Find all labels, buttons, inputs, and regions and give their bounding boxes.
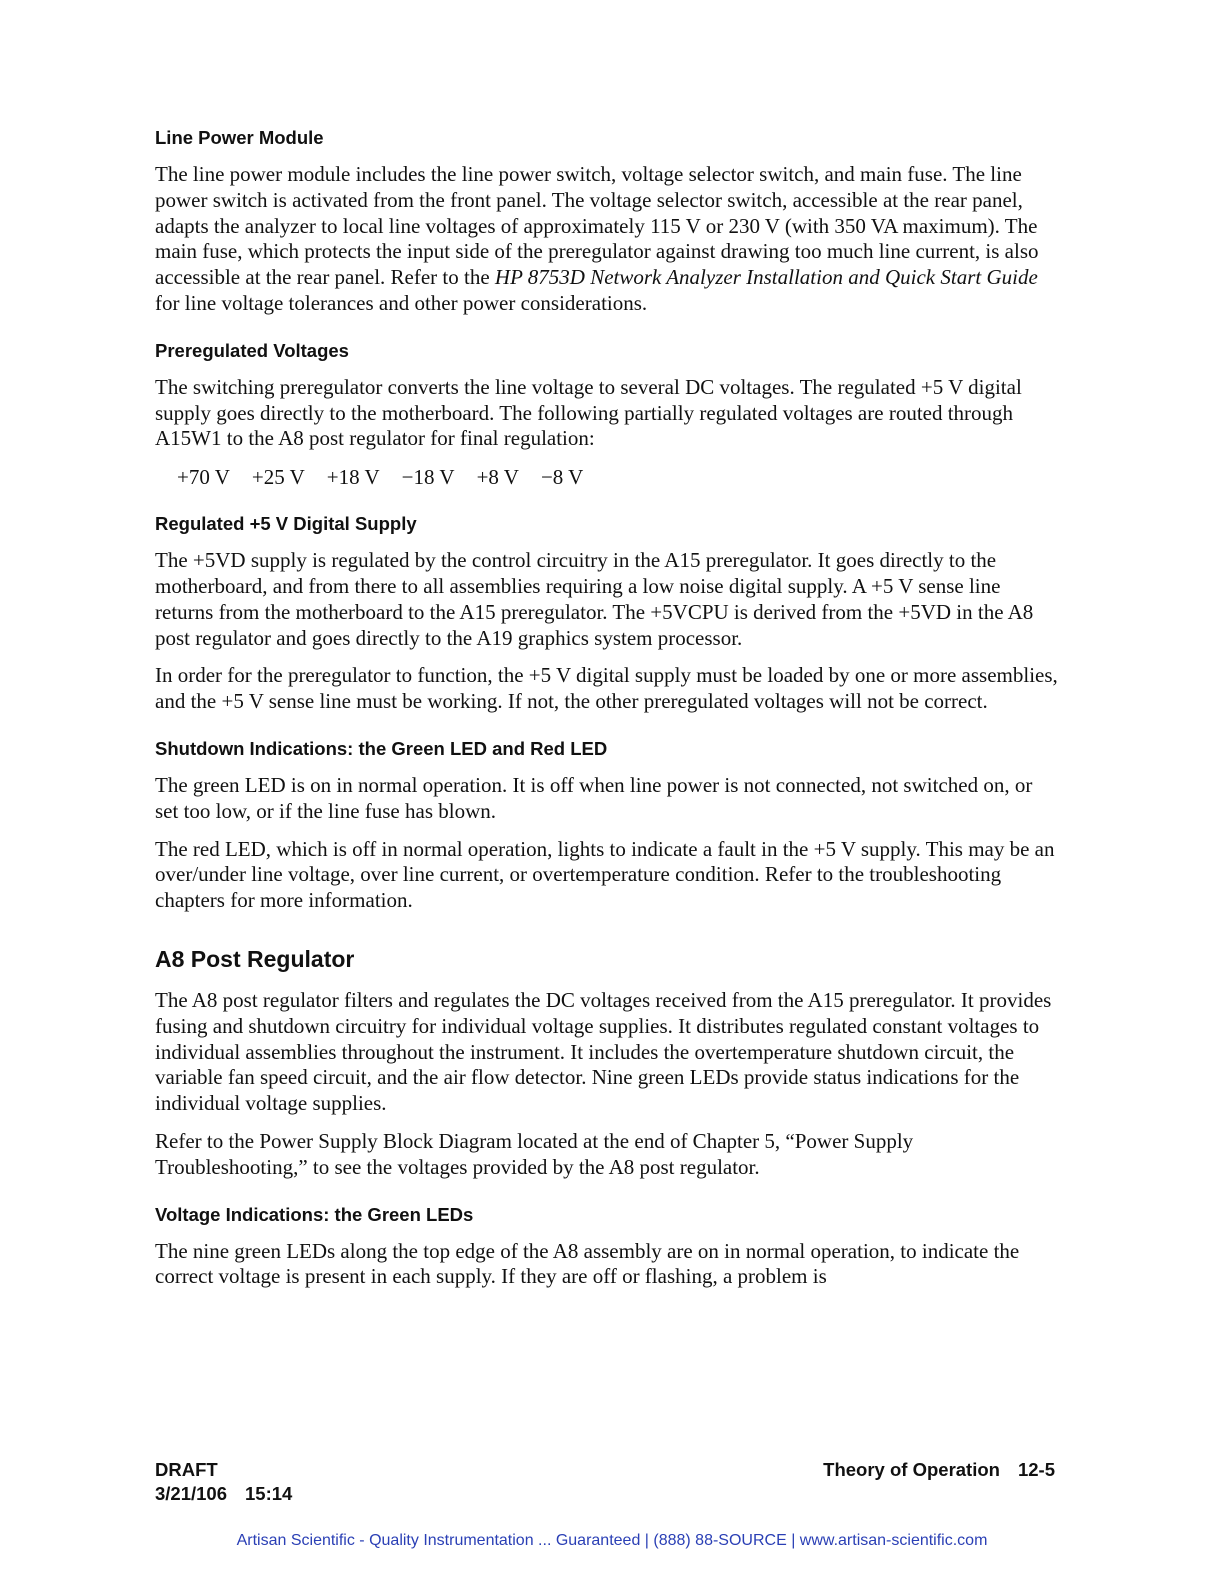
paragraph-line-power bbox=[155, 162, 1060, 317]
draft-timestamp bbox=[155, 1482, 292, 1506]
paragraph-a8-2: Refer to the Power Supply Block Diagram located at the end of Chapter 5, “Power Supply Troubleshooting,” to see the voltages provided by the A8 post regulator. bbox=[155, 1128, 914, 1179]
voltage-item: +18 V bbox=[326, 465, 380, 490]
heading-shutdown-indications: Shutdown Indications: the Green LED and Red LED bbox=[155, 737, 608, 759]
paragraph-green-led: The green LED is on in normal operation. It is off when line power is not connected, not switched on, or set too low, or if the line fuse has blown. bbox=[155, 772, 1033, 823]
draft-label: DRAFT bbox=[155, 1459, 218, 1480]
paragraph-preregulated: The switching preregulator converts the line voltage to several DC voltages. The regulated +5 V digital supply goes directly to the motherboard. The following partially regulated voltages are routed through A15W1 to the A8 post regulator for final regulation: bbox=[155, 374, 1022, 451]
document-body bbox=[155, 126, 1060, 1302]
line-power-text-b: for line voltage tolerances and other power considerations. bbox=[155, 290, 648, 315]
heading-preregulated-voltages: Preregulated Voltages bbox=[155, 339, 349, 361]
draft-date: 3/21/106 bbox=[155, 1483, 228, 1504]
paragraph-red-led: The red LED, which is off in normal operation, lights to indicate a fault in the +5 V supply. This may be an over/under line voltage, over line current, or overtemperature condition. Refer to the troubleshooting chapters for more information. bbox=[155, 836, 1055, 913]
voltage-item: +25 V bbox=[251, 465, 305, 490]
voltage-list bbox=[177, 464, 1060, 490]
paragraph-a8-1: The A8 post regulator filters and regulates the DC voltages received from the A15 preregulator. It provides fusing and shutdown circuitry for individual voltage supplies. It distributes regulated constant voltages to individual assemblies throughout the instrument. It includes the overtemperature shutdown circuit, the variable fan speed circuit, and the air flow detector. Nine green LEDs provide status indications for the individual voltage supplies. bbox=[155, 987, 1052, 1116]
voltage-item: +70 V bbox=[177, 465, 230, 490]
heading-digital-supply: Regulated +5 V Digital Supply bbox=[155, 513, 417, 535]
page-number: 12-5 bbox=[1017, 1459, 1055, 1480]
voltage-item: −18 V bbox=[401, 465, 455, 490]
paragraph-digital-supply-1: The +5VD supply is regulated by the control circuitry in the A15 preregulator. It goes directly to the motherboard, and from there to all assemblies requiring a low noise digital supply. A +5 V sense line returns from the motherboard to the A15 preregulator. The +5VCPU is derived from the +5VD in the A8 post regulator and goes directly to the A19 graphics system processor. bbox=[155, 548, 1034, 650]
paragraph-digital-supply-2: In order for the preregulator to function, the +5 V digital supply must be loaded by one or more assemblies, and the +5 V sense line must be working. If not, the other preregulated voltages will not be correct. bbox=[155, 663, 1058, 714]
guide-title: HP 8753D Network Analyzer Installation and Quick Start Guide bbox=[494, 265, 1038, 290]
chapter-title: Theory of Operation bbox=[823, 1459, 1000, 1480]
heading-a8-post-regulator: A8 Post Regulator bbox=[155, 945, 355, 972]
voltage-item: +8 V bbox=[476, 465, 519, 490]
footer-page-info bbox=[823, 1458, 1055, 1482]
vendor-banner: Artisan Scientific - Quality Instrumentation ... Guaranteed | (888) 88-SOURCE | www.artisan-scientific.com bbox=[236, 1532, 988, 1549]
draft-time: 15:14 bbox=[245, 1483, 293, 1504]
paragraph-green-leds: The nine green LEDs along the top edge of the A8 assembly are on in normal operation, to indicate the correct voltage is present in each supply. If they are off or flashing, a problem is bbox=[155, 1238, 1020, 1289]
line-power-text-a: The line power module includes the line power switch, voltage selector switch, and main fuse. The line power switch is activated from the front panel. The voltage selector switch, accessible at the rear panel, adapts the analyzer to local line voltages of approximately 115 V or 230 V (with 350 VA maximum). The main fuse, which protects the input side of the preregulator against drawing too much line current, is also accessible at the rear panel. Refer to the bbox=[155, 162, 1039, 290]
heading-line-power-module: Line Power Module bbox=[155, 127, 324, 148]
voltage-item: −8 V bbox=[540, 465, 584, 490]
heading-voltage-indications: Voltage Indications: the Green LEDs bbox=[155, 1203, 474, 1225]
footer-draft-info bbox=[155, 1458, 292, 1506]
